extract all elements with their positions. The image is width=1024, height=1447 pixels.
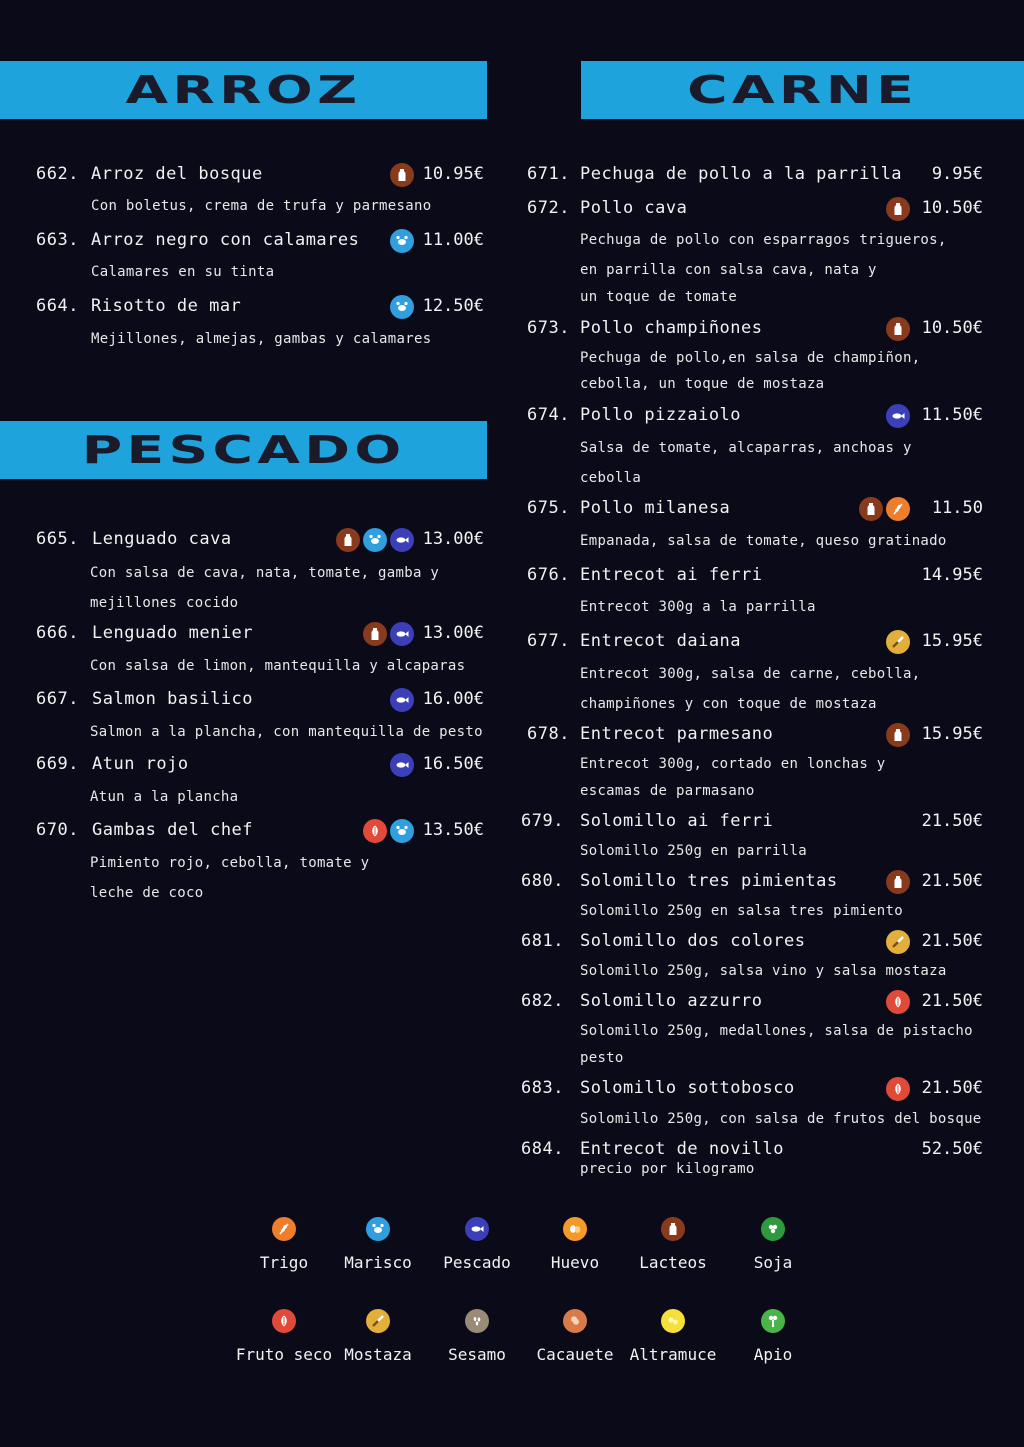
item-number: 664. bbox=[36, 296, 79, 316]
item-name: Salmon basilico bbox=[92, 689, 254, 709]
legend-label: Huevo bbox=[550, 1253, 600, 1272]
legend-lacteos bbox=[618, 1217, 728, 1272]
pescado-icon bbox=[390, 528, 414, 552]
marisco-icon bbox=[390, 229, 414, 253]
item-description: champiñones y con toque de mostaza bbox=[580, 696, 877, 712]
item-name: Solomillo tres pimientas bbox=[580, 871, 838, 891]
legend-cacahuete bbox=[520, 1309, 630, 1364]
legend-sesamo bbox=[422, 1309, 532, 1364]
frutoseco-icon bbox=[886, 990, 910, 1014]
item-name: Entrecot de novillo bbox=[580, 1139, 784, 1159]
item-name: Pechuga de pollo a la parrilla bbox=[580, 164, 903, 184]
lacteos-icon bbox=[886, 723, 910, 747]
pescado-icon bbox=[390, 688, 414, 712]
item-name: Risotto de mar bbox=[91, 296, 242, 316]
item-price: 21.50€ bbox=[921, 991, 983, 1011]
legend-marisco bbox=[323, 1217, 433, 1272]
item-description: Entrecot 300g, cortado en lonchas y bbox=[580, 756, 886, 772]
legend-label: Mostaza bbox=[344, 1345, 412, 1364]
item-description: Pechuga de pollo,en salsa de champiñon, bbox=[580, 350, 921, 366]
item-number: 677. bbox=[527, 631, 570, 651]
allergen-icons bbox=[886, 870, 910, 894]
item-name: Lenguado cava bbox=[92, 529, 232, 549]
marisco-icon bbox=[390, 819, 414, 843]
section-header-arroz: ARROZ bbox=[0, 61, 487, 119]
item-name: Solomillo dos colores bbox=[580, 931, 806, 951]
item-name: Gambas del chef bbox=[92, 820, 254, 840]
lacteos-icon bbox=[363, 622, 387, 646]
item-number: 663. bbox=[36, 230, 79, 250]
lacteos-icon bbox=[661, 1217, 685, 1241]
legend-altramuz bbox=[618, 1309, 728, 1364]
item-name: Entrecot parmesano bbox=[580, 724, 774, 744]
legend-label: Cacauete bbox=[536, 1345, 614, 1364]
mostaza-icon bbox=[366, 1309, 390, 1333]
frutoseco-icon bbox=[272, 1309, 296, 1333]
legend-label: Apio bbox=[753, 1345, 793, 1364]
item-price: 52.50€ bbox=[921, 1139, 983, 1159]
item-number: 684. bbox=[521, 1139, 564, 1159]
item-price: 9.95€ bbox=[931, 164, 983, 184]
lacteos-icon bbox=[886, 317, 910, 341]
item-description: Salmon a la plancha, con mantequilla de pesto bbox=[90, 724, 483, 740]
item-number: 683. bbox=[521, 1078, 564, 1098]
item-name: Entrecot ai ferri bbox=[580, 565, 763, 585]
lacteos-icon bbox=[859, 497, 883, 521]
item-name: Pollo cava bbox=[580, 198, 688, 218]
allergen-icons bbox=[390, 229, 414, 253]
sesamo-icon bbox=[465, 1309, 489, 1333]
allergen-icons bbox=[390, 753, 414, 777]
soja-icon bbox=[761, 1217, 785, 1241]
item-price: 14.95€ bbox=[921, 565, 983, 585]
item-price: 15.95€ bbox=[921, 724, 983, 744]
mostaza-icon bbox=[886, 630, 910, 654]
item-price: 16.00€ bbox=[422, 689, 484, 709]
item-price: 13.00€ bbox=[422, 623, 484, 643]
item-price: 21.50€ bbox=[921, 1078, 983, 1098]
item-number: 666. bbox=[36, 623, 79, 643]
legend-label: Soja bbox=[753, 1253, 793, 1272]
allergen-icons bbox=[886, 317, 910, 341]
item-description: Con salsa de limon, mantequilla y alcaparas bbox=[90, 658, 466, 674]
section-header-pescado: PESCADO bbox=[0, 421, 487, 479]
item-description: Pechuga de pollo con esparragos trigueros, bbox=[580, 232, 947, 248]
item-price: 21.50€ bbox=[921, 871, 983, 891]
item-name: Pollo champiñones bbox=[580, 318, 763, 338]
item-price: 13.50€ bbox=[422, 820, 484, 840]
allergen-icons bbox=[390, 295, 414, 319]
lacteos-icon bbox=[886, 197, 910, 221]
item-number: 670. bbox=[36, 820, 79, 840]
item-price: 11.50 bbox=[931, 498, 983, 518]
allergen-icons bbox=[886, 197, 910, 221]
trigo-icon bbox=[886, 497, 910, 521]
altramuz-icon bbox=[661, 1309, 685, 1333]
allergen-icons bbox=[363, 622, 414, 646]
cacahuete-icon bbox=[563, 1309, 587, 1333]
item-description: mejillones cocido bbox=[90, 595, 239, 611]
item-number: 665. bbox=[36, 529, 79, 549]
item-number: 679. bbox=[521, 811, 564, 831]
marisco-icon bbox=[390, 295, 414, 319]
legend-label: Pescado bbox=[443, 1253, 511, 1272]
item-description: Pimiento rojo, cebolla, tomate y bbox=[90, 855, 370, 871]
item-description: precio por kilogramo bbox=[580, 1161, 755, 1177]
section-header-carne: CARNE bbox=[581, 61, 1024, 119]
item-description: Solomillo 250g, con salsa de frutos del bosque bbox=[580, 1111, 982, 1127]
item-price: 13.00€ bbox=[422, 529, 484, 549]
item-description: Solomillo 250g en salsa tres pimiento bbox=[580, 903, 903, 919]
huevo-icon bbox=[563, 1217, 587, 1241]
item-description: Solomillo 250g en parrilla bbox=[580, 843, 807, 859]
item-description: Con boletus, crema de trufa y parmesano bbox=[91, 198, 432, 214]
lacteos-icon bbox=[390, 163, 414, 187]
item-price: 16.50€ bbox=[422, 754, 484, 774]
allergen-icons bbox=[363, 819, 414, 843]
item-description: leche de coco bbox=[90, 885, 204, 901]
item-price: 10.95€ bbox=[422, 164, 484, 184]
item-number: 678. bbox=[527, 724, 570, 744]
legend-label: Sesamo bbox=[448, 1345, 506, 1364]
allergen-icons bbox=[390, 163, 414, 187]
item-name: Pollo milanesa bbox=[580, 498, 731, 518]
apio-icon bbox=[761, 1309, 785, 1333]
pescado-icon bbox=[886, 404, 910, 428]
item-price: 10.50€ bbox=[921, 198, 983, 218]
legend-apio bbox=[718, 1309, 828, 1364]
marisco-icon bbox=[366, 1217, 390, 1241]
pescado-icon bbox=[465, 1217, 489, 1241]
item-name: Arroz negro con calamares bbox=[91, 230, 360, 250]
item-price: 12.50€ bbox=[422, 296, 484, 316]
allergen-icons bbox=[886, 404, 910, 428]
item-description: un toque de tomate bbox=[580, 289, 738, 305]
allergen-icons bbox=[886, 990, 910, 1014]
allergen-icons bbox=[886, 930, 910, 954]
item-price: 15.95€ bbox=[921, 631, 983, 651]
lacteos-icon bbox=[336, 528, 360, 552]
item-description: en parrilla con salsa cava, nata y bbox=[580, 262, 877, 278]
item-name: Solomillo ai ferri bbox=[580, 811, 774, 831]
item-name: Arroz del bosque bbox=[91, 164, 263, 184]
item-number: 674. bbox=[527, 405, 570, 425]
mostaza-icon bbox=[886, 930, 910, 954]
item-description: cebolla bbox=[580, 470, 642, 486]
item-description: Entrecot 300g a la parrilla bbox=[580, 599, 816, 615]
item-number: 671. bbox=[527, 164, 570, 184]
item-name: Pollo pizzaiolo bbox=[580, 405, 742, 425]
item-name: Solomillo sottobosco bbox=[580, 1078, 795, 1098]
trigo-icon bbox=[272, 1217, 296, 1241]
item-price: 21.50€ bbox=[921, 931, 983, 951]
allergen-icons bbox=[859, 497, 910, 521]
item-number: 669. bbox=[36, 754, 79, 774]
item-description: cebolla, un toque de mostaza bbox=[580, 376, 825, 392]
legend-pescado bbox=[422, 1217, 532, 1272]
item-number: 662. bbox=[36, 164, 79, 184]
legend-label: Marisco bbox=[344, 1253, 412, 1272]
marisco-icon bbox=[363, 528, 387, 552]
item-price: 11.50€ bbox=[921, 405, 983, 425]
item-name: Lenguado menier bbox=[92, 623, 254, 643]
legend-mostaza bbox=[323, 1309, 433, 1364]
item-description: Solomillo 250g, medallones, salsa de pistacho bbox=[580, 1023, 973, 1039]
item-description: Empanada, salsa de tomate, queso gratinado bbox=[580, 533, 947, 549]
allergen-icons bbox=[390, 688, 414, 712]
item-price: 10.50€ bbox=[921, 318, 983, 338]
legend-label: Trigo bbox=[259, 1253, 309, 1272]
pescado-icon bbox=[390, 622, 414, 646]
item-description: Salsa de tomate, alcaparras, anchoas y bbox=[580, 440, 912, 456]
allergen-icons bbox=[886, 630, 910, 654]
item-price: 21.50€ bbox=[921, 811, 983, 831]
item-name: Atun rojo bbox=[92, 754, 189, 774]
item-name: Solomillo azzurro bbox=[580, 991, 763, 1011]
item-description: Solomillo 250g, salsa vino y salsa mostaza bbox=[580, 963, 947, 979]
allergen-icons bbox=[336, 528, 414, 552]
item-number: 675. bbox=[527, 498, 570, 518]
pescado-icon bbox=[390, 753, 414, 777]
item-number: 682. bbox=[521, 991, 564, 1011]
item-price: 11.00€ bbox=[422, 230, 484, 250]
item-number: 676. bbox=[527, 565, 570, 585]
item-description: Entrecot 300g, salsa de carne, cebolla, bbox=[580, 666, 921, 682]
item-number: 672. bbox=[527, 198, 570, 218]
allergen-icons bbox=[886, 723, 910, 747]
item-description: pesto bbox=[580, 1050, 624, 1066]
item-number: 673. bbox=[527, 318, 570, 338]
legend-label: Altramuce bbox=[629, 1345, 717, 1364]
legend-label: Lacteos bbox=[639, 1253, 707, 1272]
item-description: Calamares en su tinta bbox=[91, 264, 275, 280]
item-description: Mejillones, almejas, gambas y calamares bbox=[91, 331, 432, 347]
item-description: Con salsa de cava, nata, tomate, gamba y bbox=[90, 565, 440, 581]
item-number: 667. bbox=[36, 689, 79, 709]
lacteos-icon bbox=[886, 870, 910, 894]
item-number: 681. bbox=[521, 931, 564, 951]
legend-label: Fruto seco bbox=[235, 1345, 333, 1364]
frutoseco-icon bbox=[363, 819, 387, 843]
item-name: Entrecot daiana bbox=[580, 631, 742, 651]
allergen-icons bbox=[886, 1077, 910, 1101]
legend-huevo bbox=[520, 1217, 630, 1272]
frutoseco-icon bbox=[886, 1077, 910, 1101]
item-number: 680. bbox=[521, 871, 564, 891]
item-description: Atun a la plancha bbox=[90, 789, 239, 805]
item-description: escamas de parmasano bbox=[580, 783, 755, 799]
legend-soja bbox=[718, 1217, 828, 1272]
